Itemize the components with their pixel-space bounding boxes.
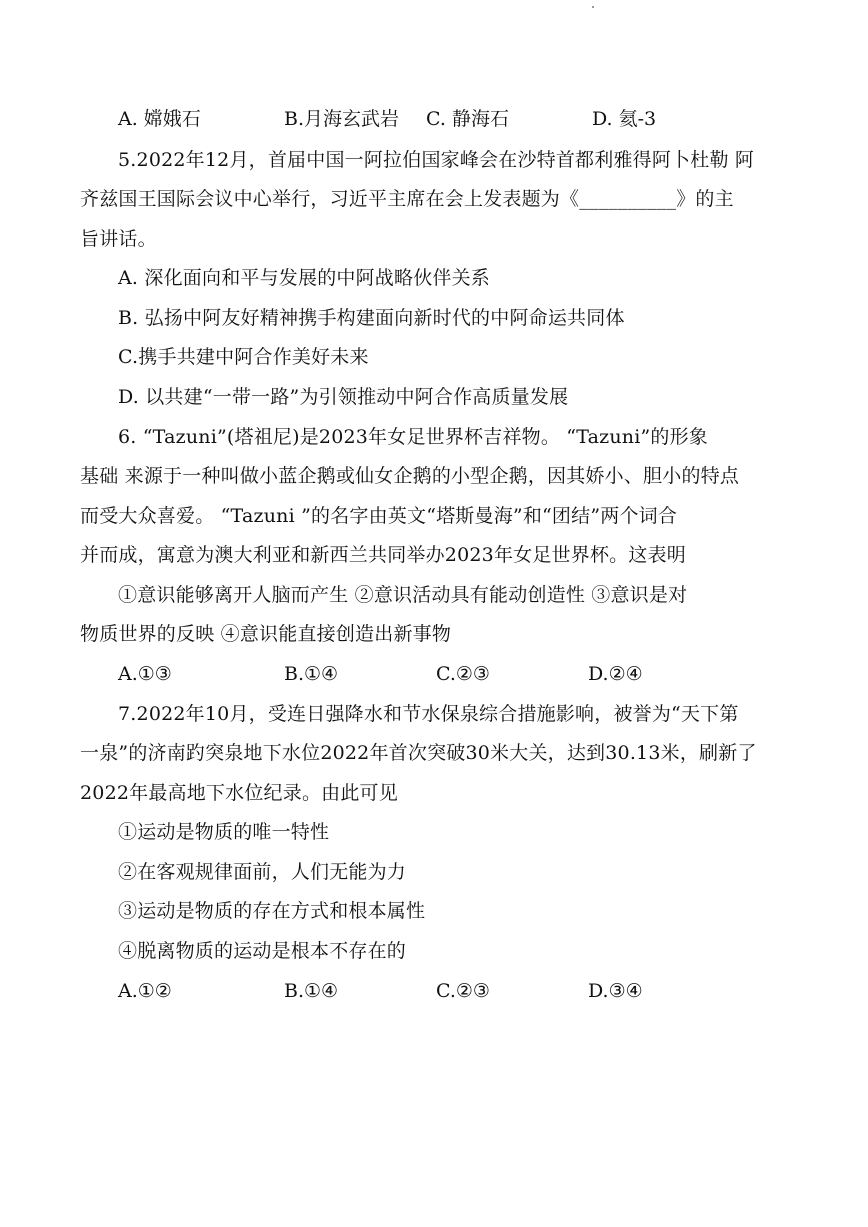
q5-stem-line-2: 齐兹国王国际会议中心举行，习近平主席在会上发表题为《__________》的主 [80,188,734,210]
q6-option-c: C.②③ [436,663,490,685]
q6-stem-line-4: 并而成，寓意为澳大利亚和新西兰共同举办2023年女足世界杯。这表明 [80,544,686,566]
q5-option-d: D. 以共建“一带一路”为引领推动中阿合作高质量发展 [118,386,569,408]
q5-option-b: B. 弘扬中阿友好精神携手构建面向新时代的中阿命运共同体 [118,307,625,329]
q7-stem-line-1: 7.2022年10月，受连日强降水和节水保泉综合措施影响，被誉为“天下第 [118,703,739,725]
q6-option-d: D.②④ [588,663,643,685]
q5-stem-line-1: 5.2022年12月，首届中国一阿拉伯国家峰会在沙特首都利雅得阿卜杜勒 阿 [118,149,755,171]
q6-stem-line-2: 基础 来源于一种叫做小蓝企鹅或仙女企鹅的小型企鹅，因其娇小、胆小的特点 [80,465,740,487]
q7-option-d: D.③④ [588,980,643,1002]
q7-option-a: A.①② [118,980,172,1002]
q6-stem-line-1: 6. “Tazuni”(塔祖尼)是2023年女足世界杯吉祥物。 “Tazuni”的形象 [118,426,709,448]
q7-statement-3: ③运动是物质的存在方式和根本属性 [118,900,426,922]
q5-option-c: C.携手共建中阿合作美好未来 [118,346,369,368]
q6-option-b: B.①④ [284,663,339,685]
q7-statement-2: ②在客观规律面前，人们无能为力 [118,861,407,883]
q4-option-a: A. 嫦娥石 [118,108,201,130]
q5-stem-line-3: 旨讲话。 [80,228,157,250]
q4-option-c: C. 静海石 [426,108,509,130]
q7-statement-1: ①运动是物质的唯一特性 [118,821,330,843]
q6-stem-line-3: 而受大众喜爱。 “Tazuni ”的名字由英文“塔斯曼海”和“团结”两个词合 [80,505,678,527]
q7-statement-4: ④脱离物质的运动是根本不存在的 [118,940,407,962]
q5-option-a: A. 深化面向和平与发展的中阿战略伙伴关系 [118,267,491,289]
q7-option-b: B.①④ [284,980,339,1002]
q7-option-c: C.②③ [436,980,490,1002]
q4-option-b: B.月海玄武岩 [284,108,400,130]
q7-stem-line-3: 2022年最高地下水位纪录。由此可见 [80,782,398,804]
page-dot [592,6,594,8]
q7-stem-line-2: 一泉”的济南趵突泉地下水位2022年首次突破30米大关，达到30.13米，刷新了 [80,742,757,764]
q6-statements-line-2: 物质世界的反映 ④意识能直接创造出新事物 [80,623,452,645]
q4-option-d: D. 氦-3 [592,108,657,130]
q6-statements-line-1: ①意识能够离开人脑而产生 ②意识活动具有能动创造性 ③意识是对 [118,584,688,606]
q6-option-a: A.①③ [118,663,172,685]
